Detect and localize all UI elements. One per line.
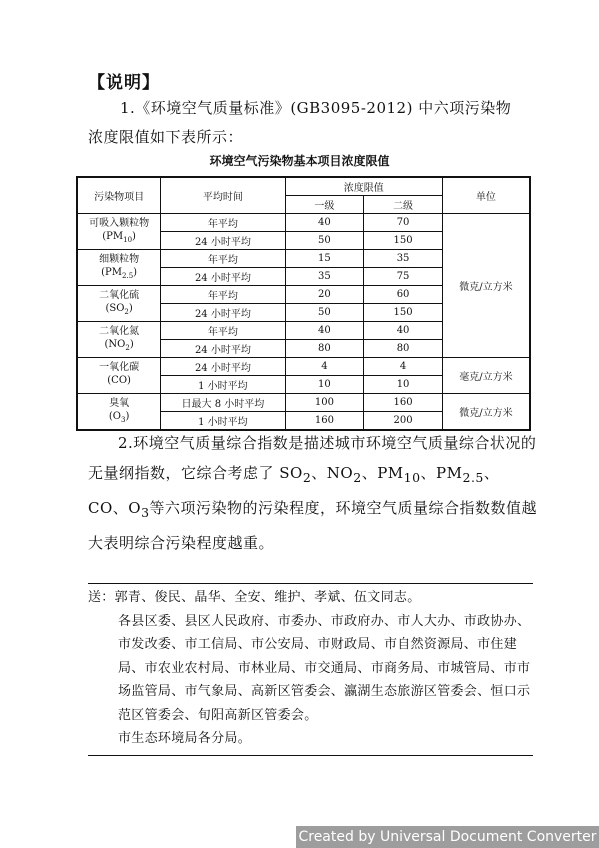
pollutant-limits-table <box>76 176 531 431</box>
level-2-cell: 40 <box>364 322 443 340</box>
index-sub-4: 2.5 <box>462 470 484 485</box>
pollutant-name: 二氧化氮 <box>99 325 140 337</box>
index-sub-2: 2 <box>353 470 362 485</box>
header-unit: 单位 <box>442 177 530 214</box>
pollutant-name-cell: 二氧化氮 $(NO_2)$ <box>77 322 161 358</box>
distribution-line-3: 市生态环境局各分局。 <box>118 731 252 746</box>
paragraph-composite-index <box>88 428 538 558</box>
header-avg-time: 平均时间 <box>161 177 285 214</box>
table-row <box>77 358 530 376</box>
level-1-cell: 15 <box>285 250 364 268</box>
index-sub-5: 3 <box>141 505 150 520</box>
header-limit: 浓度限值 <box>285 177 442 196</box>
level-1-cell: 100 <box>285 394 364 412</box>
intro-line-1: 1.《环境空气质量标准》(GB3095-2012) 中六项污染物 <box>120 99 512 117</box>
pollutant-name-cell: 臭氧 $(O_3)$ <box>77 394 161 431</box>
unit-cell: 微克/立方米 <box>442 394 530 431</box>
avg-time-cell: 24 小时平均 <box>161 268 285 286</box>
index-text-1: 2.环境空气质量综合指数是描述城市环境空气质量综合状况的无量纲指数，它综合考虑了 SO <box>88 434 537 482</box>
pollutant-code: PM <box>105 266 123 278</box>
level-1-cell: 160 <box>285 412 364 431</box>
index-text-2: 、NO <box>311 464 354 482</box>
level-2-cell: 160 <box>364 394 443 412</box>
index-text-4: 、PM <box>420 464 463 482</box>
pollutant-name: 可吸入颗粒物 <box>89 217 150 229</box>
level-1-cell: 10 <box>285 376 364 394</box>
level-2-cell: 4 <box>364 358 443 376</box>
distribution-line-2: 各县区委、县区人民政府、市委办、市政府办、市人大办、市政协办、市发改委、市工信局、市公安局、市财政局、市自然资源局、市住建局、市农业农村局、市林业局、市交通局、市商务局、市城管局、市市场监管局、市气象局、高新区管委会、瀛湖生态旅游区管委会、恒口示范区管委会、旬阳高新区管委会。 <box>118 613 531 723</box>
pollutant-code: CO <box>111 374 128 386</box>
pollutant-name: 臭氧 <box>109 397 130 409</box>
pollutant-code-sub: 10 <box>123 235 133 244</box>
pollutant-name-cell: 可吸入颗粒物 $(PM_{10})$ <box>77 214 161 250</box>
level-1-cell: 50 <box>285 232 364 250</box>
distribution-line-1: 送：郭青、俊民、晶华、全安、维护、孝斌、伍文同志。 <box>88 590 421 605</box>
section-heading: 【说明】 <box>88 73 160 93</box>
level-2-cell: 10 <box>364 376 443 394</box>
index-sub-3: 10 <box>403 470 421 485</box>
intro-line-2: 浓度限值如下表所示： <box>88 128 244 146</box>
header-pollutant: 污染物项目 <box>77 177 161 214</box>
avg-time-cell: 24 小时平均 <box>161 340 285 358</box>
index-text-6: 等六项污染物的污染程度，环境空气质量综合指数数值越大表明综合污染程度越重。 <box>88 499 538 552</box>
table-title: 环境空气污染物基本项目浓度限值 <box>209 154 390 168</box>
unit-cell: 毫克/立方米 <box>442 358 530 394</box>
level-1-cell: 4 <box>285 358 364 376</box>
avg-time-cell: 1 小时平均 <box>161 412 285 431</box>
level-1-cell: 35 <box>285 268 364 286</box>
level-2-cell: 60 <box>364 286 443 304</box>
level-2-cell: 150 <box>364 232 443 250</box>
level-2-cell: 70 <box>364 214 443 232</box>
avg-time-cell: 年平均 <box>161 322 285 340</box>
level-2-cell: 80 <box>364 340 443 358</box>
table-row <box>77 214 530 232</box>
pollutant-name-cell: 细颗粒物 $(PM_{2.5})$ <box>77 250 161 286</box>
converter-watermark: Created by Universal Document Converter <box>296 826 599 848</box>
index-text-3: 、PM <box>361 464 404 482</box>
divider-bottom <box>88 755 533 756</box>
avg-time-cell: 24 小时平均 <box>161 358 285 376</box>
avg-time-cell: 年平均 <box>161 250 285 268</box>
level-1-cell: 50 <box>285 304 364 322</box>
pollutant-name: 一氧化碳 <box>99 361 140 373</box>
level-2-cell: 35 <box>364 250 443 268</box>
level-1-cell: 40 <box>285 214 364 232</box>
pollutant-code-sub: 3 <box>120 415 126 424</box>
table-row <box>77 394 530 412</box>
level-1-cell: 20 <box>285 286 364 304</box>
unit-cell: 微克/立方米 <box>442 214 530 358</box>
pollutant-code-sub: 2 <box>124 307 129 316</box>
level-1-cell: 80 <box>285 340 364 358</box>
pollutant-name: 二氧化硫 <box>99 289 140 301</box>
level-1-cell: 40 <box>285 322 364 340</box>
pollutant-code: O <box>112 410 121 422</box>
pollutant-code-sub: 2 <box>125 343 130 352</box>
level-2-cell: 200 <box>364 412 443 431</box>
index-sub-1: 2 <box>302 470 312 485</box>
avg-time-cell: 24 小时平均 <box>161 304 285 322</box>
pollutant-name: 细颗粒物 <box>99 253 140 265</box>
level-2-cell: 75 <box>364 268 443 286</box>
distribution-list <box>88 586 538 751</box>
pollutant-name-cell: 二氧化硫 $(SO_2)$ <box>77 286 161 322</box>
avg-time-cell: 日最大 8 小时平均 <box>161 394 285 412</box>
table-header-row <box>77 177 530 196</box>
pollutant-code: PM <box>106 230 124 242</box>
pollutant-code: NO <box>108 338 126 350</box>
avg-time-cell: 24 小时平均 <box>161 232 285 250</box>
header-level-1: 一级 <box>285 196 364 214</box>
level-2-cell: 150 <box>364 304 443 322</box>
paragraph-standard-intro <box>88 94 528 152</box>
index-text-5: 、CO、O <box>88 464 500 517</box>
pollutant-code-sub: 2.5 <box>122 271 134 280</box>
avg-time-cell: 1 小时平均 <box>161 376 285 394</box>
pollutant-name-cell: 一氧化碳 (CO) <box>77 358 161 394</box>
avg-time-cell: 年平均 <box>161 214 285 232</box>
avg-time-cell: 年平均 <box>161 286 285 304</box>
divider-top <box>88 583 533 584</box>
pollutant-code: SO <box>109 302 125 314</box>
header-level-2: 二级 <box>364 196 443 214</box>
